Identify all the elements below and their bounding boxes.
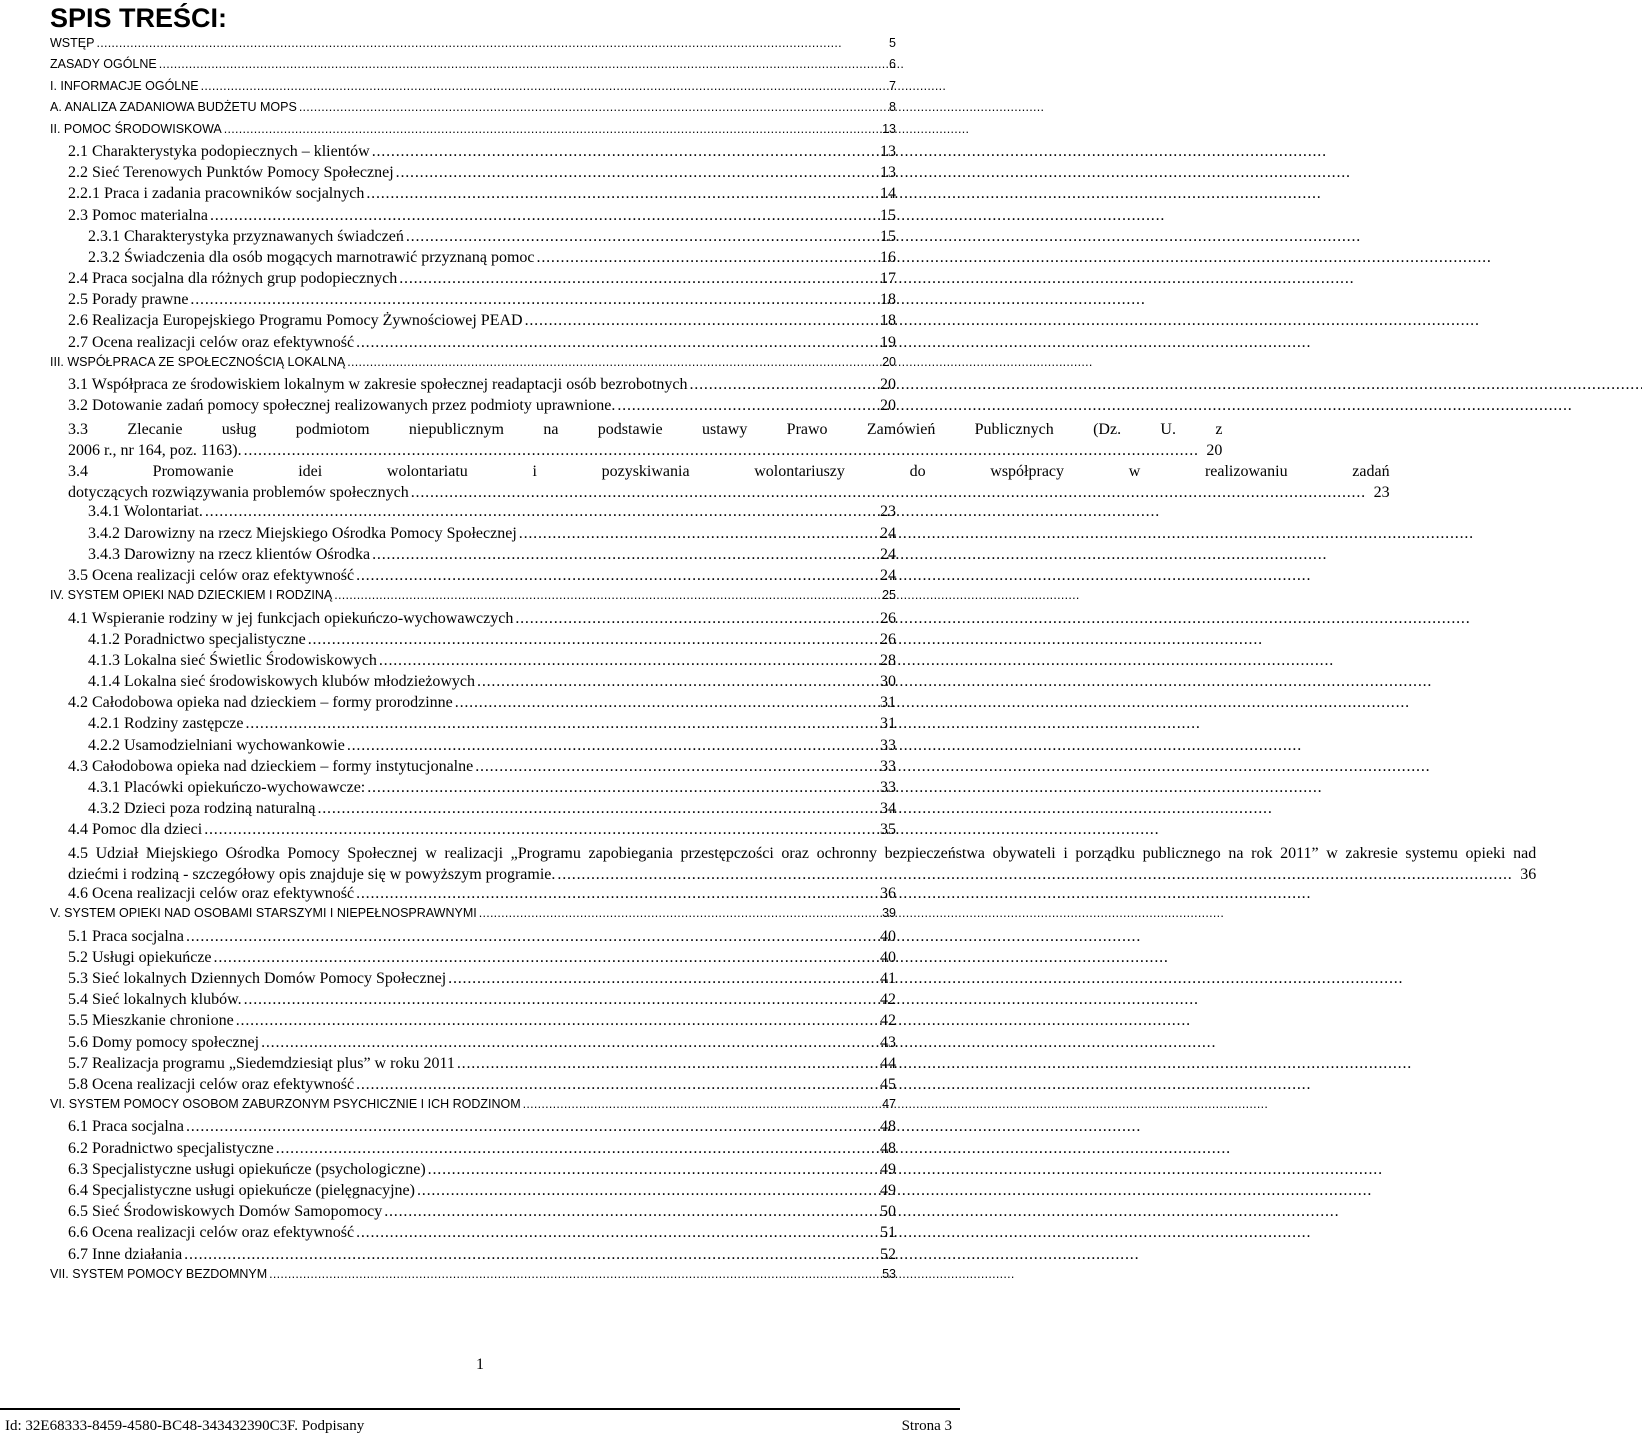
toc-entry-title: 3.2 Dotowanie zadań pomocy społecznej realizowanych przez podmioty uprawnione. <box>68 397 616 415</box>
toc-entry[interactable] <box>0 610 960 631</box>
toc-entry[interactable] <box>0 567 960 588</box>
toc-entry-title: 6.6 Ocena realizacji celów oraz efektywność <box>68 1224 355 1242</box>
toc-entry-title: 3.1 Współpraca ze środowiskiem lokalnym w zakresie społecznej readaptacji osób bezrobotnych <box>68 376 688 394</box>
dot-leader <box>347 355 877 369</box>
toc-entry[interactable] <box>0 1267 960 1288</box>
dot-leader <box>261 1034 878 1052</box>
toc-entry-title: IV. SYSTEM OPIEKI NAD DZIECKIEM I RODZINĄ <box>50 588 333 603</box>
toc-entry[interactable] <box>0 100 960 121</box>
toc-entry[interactable] <box>0 270 960 291</box>
toc-entry-title: 4.2 Całodobowa opieka nad dzieckiem – formy prorodzinne <box>68 694 453 712</box>
toc-entry[interactable] <box>0 758 960 779</box>
dot-leader <box>308 631 878 649</box>
dot-leader <box>204 821 877 839</box>
toc-entry-title: 6.5 Sieć Środowiskowych Domów Samopomocy <box>68 1203 383 1221</box>
toc-entry[interactable] <box>0 779 960 800</box>
toc-entry-title: 4.2.2 Usamodzielniani wychowankowie <box>88 736 345 754</box>
toc-entry-title: 4.3.1 Placówki opiekuńczo-wychowawcze: <box>88 779 366 797</box>
toc-entry-title: 5.8 Ocena realizacji celów oraz efektywność <box>68 1075 355 1093</box>
toc-page-number: 49 <box>880 1160 896 1178</box>
toc-entry[interactable] <box>0 376 960 397</box>
toc-entry[interactable] <box>0 79 960 100</box>
toc-entry-title: WSTĘP <box>50 36 95 50</box>
toc-entry[interactable] <box>0 1224 960 1245</box>
toc-page-number: 42 <box>880 1012 896 1030</box>
toc-entry[interactable] <box>0 631 960 652</box>
toc-entry-title: 5.5 Mieszkanie chronione <box>68 1012 234 1030</box>
toc-entry[interactable] <box>0 1034 960 1055</box>
toc-entry[interactable] <box>0 1076 960 1097</box>
toc-page-number: 36 <box>1520 865 1537 883</box>
dot-leader <box>347 737 878 755</box>
toc-entry[interactable] <box>0 715 960 736</box>
toc-page-number: 15 <box>880 227 896 245</box>
table-of-contents <box>0 36 1537 1288</box>
toc-entry[interactable] <box>0 652 960 673</box>
dot-leader <box>617 397 878 415</box>
toc-entry-title: VII. SYSTEM POMOCY BEZDOMNYM <box>50 1266 268 1281</box>
toc-page-number: 24 <box>880 545 896 563</box>
toc-entry-title: 6.3 Specjalistyczne usługi opiekuńcze (psychologiczne) <box>68 1160 426 1178</box>
dot-leader <box>428 1161 878 1179</box>
dot-leader <box>96 36 870 50</box>
toc-page-number: 48 <box>880 1118 896 1136</box>
dot-leader <box>457 1055 878 1073</box>
toc-entry[interactable] <box>0 1097 960 1118</box>
toc-page-number: 15 <box>880 206 896 224</box>
toc-page-number: 39 <box>882 906 896 921</box>
toc-entry-title: 2.1 Charakterystyka podopiecznych – klientów <box>68 142 370 160</box>
dot-leader <box>411 484 1364 502</box>
toc-page-number: 36 <box>880 885 896 903</box>
toc-page-number: 13 <box>880 164 896 182</box>
toc-page-number: 20 <box>1206 441 1223 459</box>
toc-entry[interactable] <box>0 928 960 949</box>
toc-entry[interactable] <box>0 525 960 546</box>
dot-leader <box>372 143 878 161</box>
toc-page-number: 53 <box>882 1266 896 1281</box>
toc-entry-title: 6.7 Inne działania <box>68 1245 183 1263</box>
toc-entry[interactable] <box>0 397 960 418</box>
dot-leader <box>384 1203 878 1221</box>
toc-entry-title: 3.4 Promowanie idei wolontariatu i pozyskiwania wolontariuszy do współpracy w realizowaniu zadań <box>68 463 1390 480</box>
toc-entry-title: V. SYSTEM OPIEKI NAD OSOBAMI STARSZYMI I NIEPEŁNOSPRAWNYMI <box>50 906 477 921</box>
dot-leader <box>366 185 878 203</box>
dot-leader <box>475 758 878 776</box>
dot-leader <box>519 525 878 543</box>
toc-page-number: 49 <box>880 1182 896 1200</box>
toc-page-number: 26 <box>880 609 896 627</box>
toc-entry-title: 3.4.3 Darowizny na rzecz klientów Ośrodka <box>88 545 371 563</box>
toc-page-number: 18 <box>880 312 896 330</box>
dot-leader <box>525 312 878 330</box>
dot-leader <box>367 779 878 797</box>
toc-entry-title: 6.1 Praca socjalna <box>68 1118 184 1136</box>
toc-entry-title: 4.5 Udział Miejskiego Ośrodka Pomocy Społecznej w realizacji „Programu zapobiegania przestępczości oraz ochronny bezpieczeństwa obywateli i porządku publicznego na rok 2011” w zakresie systemu opieki nad <box>68 844 1537 862</box>
toc-page-number: 40 <box>880 948 896 966</box>
dot-leader <box>244 442 1197 460</box>
toc-entry-title: 4.4 Pomoc dla dzieci <box>68 821 203 839</box>
toc-entry-title: 2.3 Pomoc materialna <box>68 206 208 224</box>
toc-entry[interactable] <box>0 143 960 164</box>
dot-leader <box>190 291 876 309</box>
dot-leader <box>379 652 878 670</box>
toc-entry-title: 4.6 Ocena realizacji celów oraz efektywność <box>68 885 355 903</box>
toc-entry[interactable] <box>0 249 960 270</box>
toc-entry-title: 3.4.2 Darowizny na rzecz Miejskiego Ośrodka Pomocy Społecznej <box>88 524 517 542</box>
toc-entry[interactable] <box>0 1140 960 1161</box>
toc-entry-title-cont: dotyczących rozwiązywania problemów społecznych <box>68 484 409 502</box>
toc-entry-title-cont: 2006 r., nr 164, poz. 1163). <box>68 441 242 459</box>
toc-entry[interactable] <box>0 503 960 524</box>
toc-page-number: 51 <box>880 1224 896 1242</box>
toc-page-number: 26 <box>880 630 896 648</box>
toc-entry-title: 4.1.4 Lokalna sieć środowiskowych klubów młodzieżowych <box>88 673 476 691</box>
toc-entry-title: 2.6 Realizacja Europejskiego Programu Pomocy Żywnościowej PEAD <box>68 312 523 330</box>
dot-leader <box>417 1182 878 1200</box>
toc-entry[interactable] <box>0 419 1223 461</box>
toc-page-number: 8 <box>889 100 896 115</box>
footer-divider <box>0 1408 960 1410</box>
toc-entry-title: III. WSPÓŁPRACA ZE SPOŁECZNOŚCIĄ LOKALNĄ <box>50 354 346 369</box>
toc-page-number: 19 <box>880 333 896 351</box>
toc-page-number: 43 <box>880 1033 896 1051</box>
toc-entry[interactable] <box>0 1012 960 1033</box>
dot-leader <box>186 928 877 946</box>
toc-page-number: 33 <box>880 757 896 775</box>
toc-entry-title: A. ANALIZA ZADANIOWA BUDŻETU MOPS <box>50 100 297 115</box>
toc-entry-title: 5.7 Realizacja programu „Siedemdziesiąt plus” w roku 2011 <box>68 1054 455 1072</box>
toc-entry-title: 2.2.1 Praca i zadania pracowników socjalnych <box>68 185 365 203</box>
toc-entry-title: ZASADY OGÓLNE <box>50 57 157 72</box>
toc-page-number: 33 <box>880 736 896 754</box>
dot-leader <box>477 673 878 691</box>
dot-leader <box>224 122 873 136</box>
toc-page-number: 31 <box>880 715 896 733</box>
toc-entry-title: VI. SYSTEM POMOCY OSOBOM ZABURZONYM PSYCHICZNIE I ICH RODZINOM <box>50 1097 521 1112</box>
toc-entry-title: 4.1 Wspieranie rodziny w jej funkcjach opiekuńczo-wychowawczych <box>68 609 514 627</box>
toc-entry[interactable] <box>0 1161 960 1182</box>
dot-leader <box>214 949 878 967</box>
toc-entry-title: 2.4 Praca socjalna dla różnych grup podopiecznych <box>68 270 398 288</box>
toc-page-number: 6 <box>889 57 896 72</box>
dot-leader <box>205 503 877 521</box>
toc-entry-title: 5.4 Sieć lokalnych klubów. <box>68 991 242 1009</box>
dot-leader <box>557 866 1510 884</box>
toc-entry[interactable] <box>0 334 960 355</box>
toc-entry[interactable] <box>0 1055 960 1076</box>
dot-leader <box>356 1224 878 1242</box>
toc-entry[interactable] <box>0 1118 960 1139</box>
dot-leader <box>399 270 878 288</box>
toc-entry-title: 4.1.3 Lokalna sieć Świetlic Środowiskowych <box>88 651 377 669</box>
toc-entry[interactable] <box>0 207 960 228</box>
footer <box>0 1418 960 1438</box>
toc-page-number: 31 <box>880 694 896 712</box>
toc-page-number: 40 <box>880 927 896 945</box>
toc-page-number: 16 <box>880 248 896 266</box>
toc-page-number: 20 <box>882 354 896 369</box>
toc-entry-title: 3.3 Zlecanie usług podmiotom niepublicznym na podstawie ustawy Prawo Zamówień Publicznych (Dz. U. z <box>68 420 1223 438</box>
toc-page-number: 13 <box>880 142 896 160</box>
dot-leader <box>356 885 878 903</box>
toc-entry-title: 6.4 Specjalistyczne usługi opiekuńcze (pielęgnacyjne) <box>68 1182 415 1200</box>
dot-leader <box>246 715 879 733</box>
toc-entry[interactable] <box>0 737 960 758</box>
toc-entry-title: 4.1.2 Poradnictwo specjalistyczne <box>88 630 306 648</box>
dot-leader <box>184 1246 876 1264</box>
toc-entry-title: 2.3.2 Świadczenia dla osób mogących marnotrawić przyznaną pomoc <box>88 248 535 266</box>
dot-leader <box>159 57 871 71</box>
toc-page-number: 23 <box>880 503 896 521</box>
toc-entry-title: 2.7 Ocena realizacji celów oraz efektywność <box>68 333 355 351</box>
toc-entry[interactable] <box>0 1246 960 1267</box>
toc-page-number: 23 <box>1373 484 1390 502</box>
toc-entry[interactable] <box>0 122 960 143</box>
toc-page-number: 52 <box>880 1245 896 1263</box>
toc-page-number: 13 <box>882 121 896 136</box>
dot-leader <box>299 100 876 114</box>
toc-entry-title: II. POMOC ŚRODOWISKOWA <box>50 121 222 136</box>
toc-entry[interactable] <box>0 355 960 376</box>
toc-entry[interactable] <box>0 673 960 694</box>
toc-entry-title: 5.3 Sieć lokalnych Dziennych Domów Pomocy Społecznej <box>68 969 447 987</box>
toc-entry[interactable] <box>0 800 960 821</box>
toc-entry-title: 3.4.1 Wolontariat. <box>88 503 203 521</box>
toc-entry[interactable] <box>0 164 960 185</box>
toc-page-number: 5 <box>889 36 896 50</box>
dot-leader <box>334 588 876 602</box>
toc-entry-title: 5.2 Usługi opiekuńcze <box>68 948 212 966</box>
toc-page-number: 14 <box>880 185 896 203</box>
toc-entry-title: 5.6 Domy pomocy społecznej <box>68 1033 260 1051</box>
dot-leader <box>372 546 878 564</box>
toc-entry-title: 5.1 Praca socjalna <box>68 927 184 945</box>
dot-leader <box>537 249 878 267</box>
toc-entry[interactable] <box>0 991 960 1012</box>
toc-entry-title: I. INFORMACJE OGÓLNE <box>50 78 199 93</box>
toc-page-number: 50 <box>880 1203 896 1221</box>
toc-entry-title-cont: dziećmi i rodziną - szczegółowy opis znajduje się w powyższym programie. <box>68 865 556 883</box>
dot-leader <box>406 228 878 246</box>
dot-leader <box>276 1140 878 1158</box>
dot-leader <box>356 334 878 352</box>
toc-entry-title: 4.3 Całodobowa opieka nad dzieckiem – formy instytucjonalne <box>68 757 474 775</box>
toc-entry-title: 6.2 Poradnictwo specjalistyczne <box>68 1139 274 1157</box>
dot-leader <box>201 79 873 93</box>
toc-entry-title: 3.5 Ocena realizacji celów oraz efektywność <box>68 566 355 584</box>
toc-entry-title: 4.3.2 Dzieci poza rodziną naturalną <box>88 800 316 818</box>
dot-leader <box>210 207 877 225</box>
toc-entry[interactable] <box>0 36 960 57</box>
toc-entry[interactable] <box>0 1182 960 1203</box>
toc-page-number: 25 <box>882 588 896 603</box>
toc-page-number: 42 <box>880 991 896 1009</box>
toc-page-number: 17 <box>880 270 896 288</box>
document-id: Id: 32E68333-8459-4580-BC48-343432390C3F. Podpisany <box>5 1418 365 1434</box>
toc-page-number: 28 <box>880 651 896 669</box>
toc-page-number: 35 <box>880 821 896 839</box>
toc-entry[interactable] <box>0 843 1537 885</box>
sheet-number: Strona 3 <box>901 1418 952 1434</box>
dot-leader <box>448 970 878 988</box>
toc-entry[interactable] <box>0 312 960 333</box>
toc-entry[interactable] <box>0 185 960 206</box>
dot-leader <box>244 991 878 1009</box>
toc-entry[interactable] <box>0 546 960 567</box>
dot-leader <box>396 164 878 182</box>
toc-page-number: 47 <box>882 1097 896 1112</box>
dot-leader <box>356 567 878 585</box>
dot-leader <box>236 1012 878 1030</box>
dot-leader <box>455 694 878 712</box>
page-number: 1 <box>476 1356 484 1373</box>
toc-page-number: 33 <box>880 779 896 797</box>
toc-page-number: 24 <box>880 524 896 542</box>
toc-page-number: 48 <box>880 1139 896 1157</box>
dot-leader <box>186 1118 877 1136</box>
toc-page-number: 20 <box>880 397 896 415</box>
toc-page-number: 44 <box>880 1054 896 1072</box>
toc-entry-title: 2.3.1 Charakterystyka przyznawanych świadczeń <box>88 227 404 245</box>
dot-leader <box>515 610 878 628</box>
toc-entry[interactable] <box>0 885 960 906</box>
toc-page-number: 7 <box>889 78 896 93</box>
toc-page-number: 41 <box>880 969 896 987</box>
toc-entry[interactable] <box>0 906 960 927</box>
toc-entry[interactable] <box>0 588 960 609</box>
toc-page-number: 18 <box>880 291 896 309</box>
toc-entry-title: 2.2 Sieć Terenowych Punktów Pomocy Społecznej <box>68 164 394 182</box>
toc-page-number: 30 <box>880 673 896 691</box>
toc-entry[interactable] <box>0 291 960 312</box>
dot-leader <box>317 800 878 818</box>
dot-leader <box>523 1097 880 1111</box>
toc-entry[interactable] <box>0 970 960 991</box>
toc-entry[interactable] <box>0 949 960 970</box>
toc-page-number: 20 <box>880 376 896 394</box>
toc-page-number: 34 <box>880 800 896 818</box>
page-title: SPIS TREŚCI: <box>50 3 228 33</box>
toc-entry[interactable] <box>0 461 1390 503</box>
toc-page-number: 45 <box>880 1075 896 1093</box>
toc-entry-title: 4.2.1 Rodziny zastępcze <box>88 715 244 733</box>
dot-leader <box>479 906 880 920</box>
toc-entry-title: 2.5 Porady prawne <box>68 291 189 309</box>
toc-entry[interactable] <box>0 821 960 842</box>
toc-entry[interactable] <box>0 57 960 78</box>
dot-leader <box>269 1267 874 1281</box>
toc-entry[interactable] <box>0 1203 960 1224</box>
dot-leader <box>356 1076 878 1094</box>
toc-entry[interactable] <box>0 694 960 715</box>
toc-page-number: 24 <box>880 566 896 584</box>
toc-entry[interactable] <box>0 228 960 249</box>
dot-leader <box>690 376 879 394</box>
